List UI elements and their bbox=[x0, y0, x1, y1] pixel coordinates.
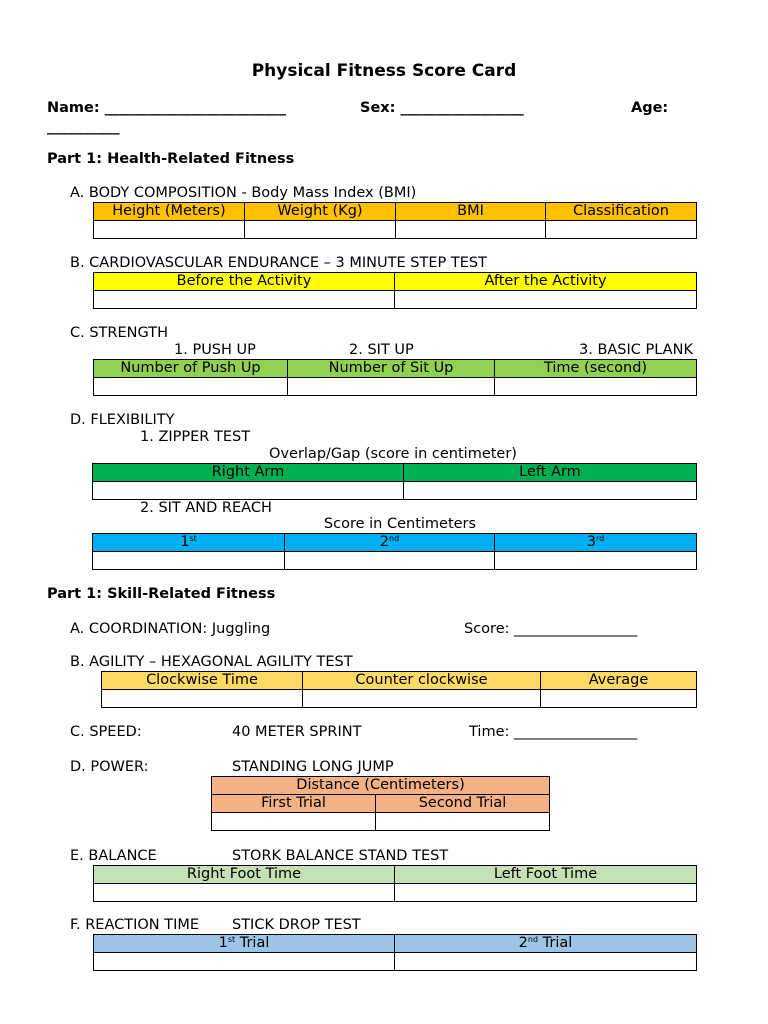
strength-table bbox=[93, 359, 697, 396]
strength-sub-plank: 3. BASIC PLANK bbox=[579, 342, 693, 358]
zipper-cell-left[interactable] bbox=[404, 482, 697, 500]
zipper-header-left: Left Arm bbox=[404, 464, 697, 482]
step-test-table bbox=[93, 272, 697, 309]
name-field[interactable]: Name: _________________________ bbox=[47, 100, 286, 116]
reaction-table bbox=[93, 934, 697, 971]
sit-reach-header-3rd: 3rd bbox=[495, 534, 697, 552]
power-label: D. POWER: bbox=[70, 759, 149, 775]
agility-cell-average[interactable] bbox=[541, 690, 697, 708]
strength-label: C. STRENGTH bbox=[70, 325, 168, 341]
zipper-cell-right[interactable] bbox=[93, 482, 404, 500]
strength-header-time: Time (second) bbox=[495, 360, 697, 378]
balance-header-left: Left Foot Time bbox=[395, 866, 697, 884]
power-cell-second[interactable] bbox=[376, 813, 550, 831]
part2-heading: Part 1: Skill-Related Fitness bbox=[47, 586, 276, 602]
reaction-test: STICK DROP TEST bbox=[232, 917, 361, 933]
reaction-cell-first[interactable] bbox=[94, 953, 395, 971]
zipper-caption: Overlap/Gap (score in centimeter) bbox=[269, 446, 517, 462]
agility-cell-counter[interactable] bbox=[303, 690, 541, 708]
coordination-label: A. COORDINATION: Juggling bbox=[70, 621, 271, 637]
coordination-score-field[interactable]: Score: _________________ bbox=[464, 621, 638, 637]
power-table bbox=[211, 776, 550, 831]
power-cell-first[interactable] bbox=[212, 813, 376, 831]
strength-header-situp: Number of Sit Up bbox=[288, 360, 495, 378]
age-field[interactable]: __________ bbox=[47, 119, 120, 135]
bmi-cell-height[interactable] bbox=[94, 221, 245, 239]
sit-reach-cell-2nd[interactable] bbox=[285, 552, 495, 570]
zipper-header-right: Right Arm bbox=[93, 464, 404, 482]
strength-cell-situp[interactable] bbox=[288, 378, 495, 396]
reaction-header-first: 1st Trial bbox=[94, 935, 395, 953]
step-cell-before[interactable] bbox=[94, 291, 395, 309]
sit-reach-cell-3rd[interactable] bbox=[495, 552, 697, 570]
bmi-header-classification: Classification bbox=[546, 203, 697, 221]
agility-table bbox=[101, 671, 697, 708]
body-composition-label: A. BODY COMPOSITION - Body Mass Index (BMI) bbox=[70, 185, 417, 201]
agility-header-counter: Counter clockwise bbox=[303, 672, 541, 690]
power-group-header: Distance (Centimeters) bbox=[212, 777, 550, 795]
agility-header-clockwise: Clockwise Time bbox=[102, 672, 303, 690]
strength-header-pushup: Number of Push Up bbox=[94, 360, 288, 378]
step-cell-after[interactable] bbox=[395, 291, 697, 309]
strength-sub-situp: 2. SIT UP bbox=[349, 342, 414, 358]
sit-reach-cell-1st[interactable] bbox=[93, 552, 285, 570]
speed-label: C. SPEED: bbox=[70, 724, 142, 740]
strength-cell-time[interactable] bbox=[495, 378, 697, 396]
bmi-header-weight: Weight (Kg) bbox=[245, 203, 396, 221]
agility-cell-clockwise[interactable] bbox=[102, 690, 303, 708]
balance-table bbox=[93, 865, 697, 902]
sit-reach-header-1st: 1st bbox=[93, 534, 285, 552]
balance-label: E. BALANCE bbox=[70, 848, 157, 864]
power-header-second: Second Trial bbox=[376, 795, 550, 813]
flexibility-label: D. FLEXIBILITY bbox=[70, 412, 175, 428]
balance-cell-right[interactable] bbox=[94, 884, 395, 902]
bmi-cell-bmi[interactable] bbox=[396, 221, 546, 239]
balance-cell-left[interactable] bbox=[395, 884, 697, 902]
agility-header-average: Average bbox=[541, 672, 697, 690]
part1-heading: Part 1: Health-Related Fitness bbox=[47, 151, 295, 167]
bmi-table bbox=[93, 202, 697, 239]
balance-test: STORK BALANCE STAND TEST bbox=[232, 848, 449, 864]
page-title: Physical Fitness Score Card bbox=[251, 61, 517, 81]
sit-reach-caption: Score in Centimeters bbox=[323, 516, 477, 532]
reaction-cell-second[interactable] bbox=[395, 953, 697, 971]
age-label: Age: bbox=[631, 100, 669, 116]
step-header-before: Before the Activity bbox=[94, 273, 395, 291]
bmi-header-bmi: BMI bbox=[396, 203, 546, 221]
speed-test: 40 METER SPRINT bbox=[232, 724, 362, 740]
bmi-cell-weight[interactable] bbox=[245, 221, 396, 239]
cardio-label: B. CARDIOVASCULAR ENDURANCE – 3 MINUTE STEP TEST bbox=[70, 255, 487, 271]
zipper-test-label: 1. ZIPPER TEST bbox=[140, 429, 251, 445]
reaction-header-second: 2nd Trial bbox=[395, 935, 697, 953]
bmi-cell-classification[interactable] bbox=[546, 221, 697, 239]
bmi-header-height: Height (Meters) bbox=[94, 203, 245, 221]
strength-cell-pushup[interactable] bbox=[94, 378, 288, 396]
sit-reach-header-2nd: 2nd bbox=[285, 534, 495, 552]
sex-field[interactable]: Sex: _________________ bbox=[360, 100, 524, 116]
sit-reach-table bbox=[92, 533, 697, 570]
speed-time-field[interactable]: Time: _________________ bbox=[469, 724, 638, 740]
step-header-after: After the Activity bbox=[395, 273, 697, 291]
reaction-label: F. REACTION TIME bbox=[70, 917, 200, 933]
zipper-table bbox=[92, 463, 697, 500]
power-test: STANDING LONG JUMP bbox=[232, 759, 394, 775]
balance-header-right: Right Foot Time bbox=[94, 866, 395, 884]
sit-reach-label: 2. SIT AND REACH bbox=[140, 500, 272, 516]
power-header-first: First Trial bbox=[212, 795, 376, 813]
strength-sub-pushup: 1. PUSH UP bbox=[174, 342, 256, 358]
agility-label: B. AGILITY – HEXAGONAL AGILITY TEST bbox=[70, 654, 353, 670]
